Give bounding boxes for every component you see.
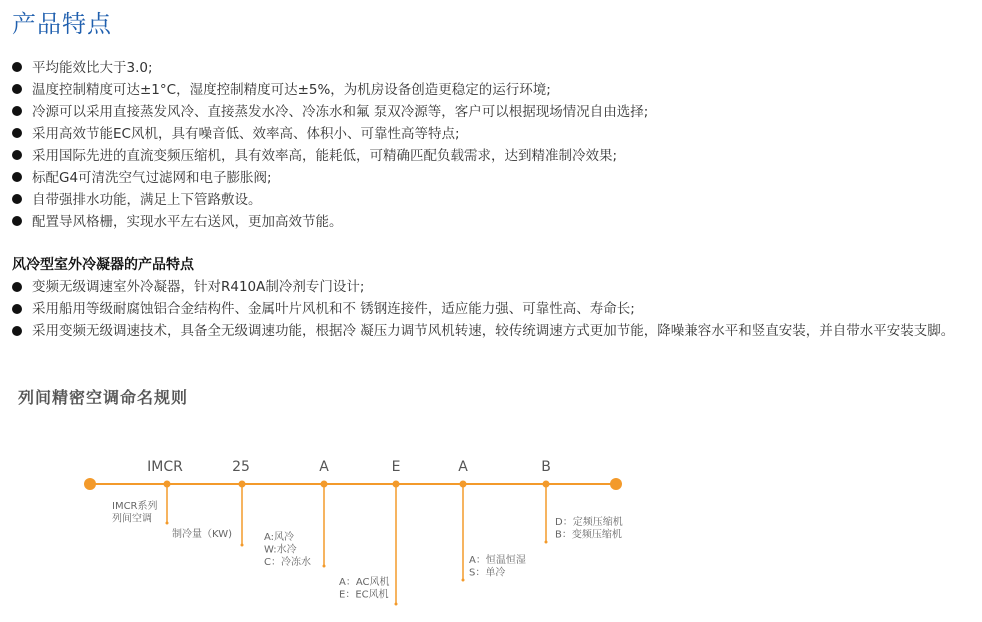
code-label: 25: [232, 459, 250, 475]
connector-end-dot: [323, 565, 326, 568]
list-item: [12, 320, 970, 342]
list-item: [12, 276, 970, 298]
list-item: [12, 211, 972, 233]
code-description: IMCR系列: [112, 501, 158, 512]
feature-text: 采用高效节能EC风机，具有噪音低、效率高、体积小、可靠性高等特点;: [32, 126, 460, 142]
code-description: C：冷冻水: [264, 557, 311, 568]
axis-end-dot: [610, 478, 622, 490]
condenser-feature-text: 采用船用等级耐腐蚀铝合金结构件、金属叶片风机和不 锈钢连接件，适应能力强、可靠性高、寿命长;: [32, 301, 635, 317]
code-label: B: [541, 459, 551, 475]
code-description: D：定频压缩机: [555, 517, 623, 528]
bullet-icon: [12, 194, 22, 204]
feature-text: 平均能效比大于3.0;: [32, 60, 153, 76]
list-item: [12, 298, 970, 320]
bullet-icon: [12, 106, 22, 116]
feature-text: 采用国际先进的直流变频压缩机，具有效率高，能耗低，可精确匹配负载需求，达到精准制冷效果;: [32, 148, 618, 164]
condenser-feature-list: [12, 276, 970, 342]
list-item: [12, 167, 972, 189]
connector-end-dot: [395, 603, 398, 606]
condenser-feature-text: 变频无级调速室外冷凝器，针对R410A制冷剂专门设计;: [32, 279, 365, 295]
feature-text: 自带强排水功能，满足上下管路敷设。: [32, 192, 262, 208]
list-item: [12, 79, 972, 101]
list-item: [12, 145, 972, 167]
bullet-icon: [12, 282, 22, 292]
feature-text: 标配G4可清洗空气过滤网和电子膨胀阀;: [32, 170, 272, 186]
code-description: 列间空调: [112, 513, 152, 525]
bullet-icon: [12, 172, 22, 182]
bullet-icon: [12, 150, 22, 160]
bullet-icon: [12, 326, 22, 336]
connector-end-dot: [462, 579, 465, 582]
bullet-icon: [12, 304, 22, 314]
feature-list: [12, 57, 972, 233]
code-description: 制冷量（KW): [172, 529, 232, 540]
list-item: [12, 57, 972, 79]
code-description: W:水冷: [264, 544, 297, 556]
connector-end-dot: [545, 541, 548, 544]
code-label: A: [458, 459, 468, 475]
code-description: A:风冷: [264, 532, 295, 543]
bullet-icon: [12, 84, 22, 94]
page-title: 产品特点: [12, 10, 112, 38]
feature-text: 温度控制精度可达±1°C，湿度控制精度可达±5%，为机房设备创造更稳定的运行环境;: [32, 82, 551, 98]
feature-text: 冷源可以采用直接蒸发风冷、直接蒸发水冷、冷冻水和氟 泵双冷源等，客户可以根据现场情况自由选择;: [32, 104, 649, 120]
list-item: [12, 101, 972, 123]
list-item: [12, 189, 972, 211]
connector-end-dot: [241, 544, 244, 547]
code-description: E：EC风机: [339, 589, 389, 601]
code-description: A：恒温恒湿: [469, 555, 526, 566]
condenser-heading: 风冷型室外冷凝器的产品特点: [12, 257, 194, 273]
axis-start-dot: [84, 478, 96, 490]
code-description: B：变频压缩机: [555, 529, 622, 541]
code-label: IMCR: [147, 459, 183, 475]
code-description: S：单冷: [469, 567, 506, 579]
bullet-icon: [12, 216, 22, 226]
feature-text: 配置导风格栅，实现水平左右送风，更加高效节能。: [32, 214, 343, 230]
code-label: A: [319, 459, 329, 475]
bullet-icon: [12, 128, 22, 138]
bullet-icon: [12, 62, 22, 72]
connector-end-dot: [166, 522, 169, 525]
naming-rule-title: 列间精密空调命名规则: [18, 388, 189, 407]
code-label: E: [391, 459, 401, 475]
list-item: [12, 123, 972, 145]
code-description: A：AC风机: [339, 577, 390, 588]
condenser-feature-text: 采用变频无级调速技术，具备全无级调速功能，根据冷 凝压力调节风机转速，较传统调速方式更加节能，降噪兼容水平和竖直安装，并自带水平安装支脚。: [32, 323, 955, 339]
naming-rule-diagram: [0, 400, 982, 622]
